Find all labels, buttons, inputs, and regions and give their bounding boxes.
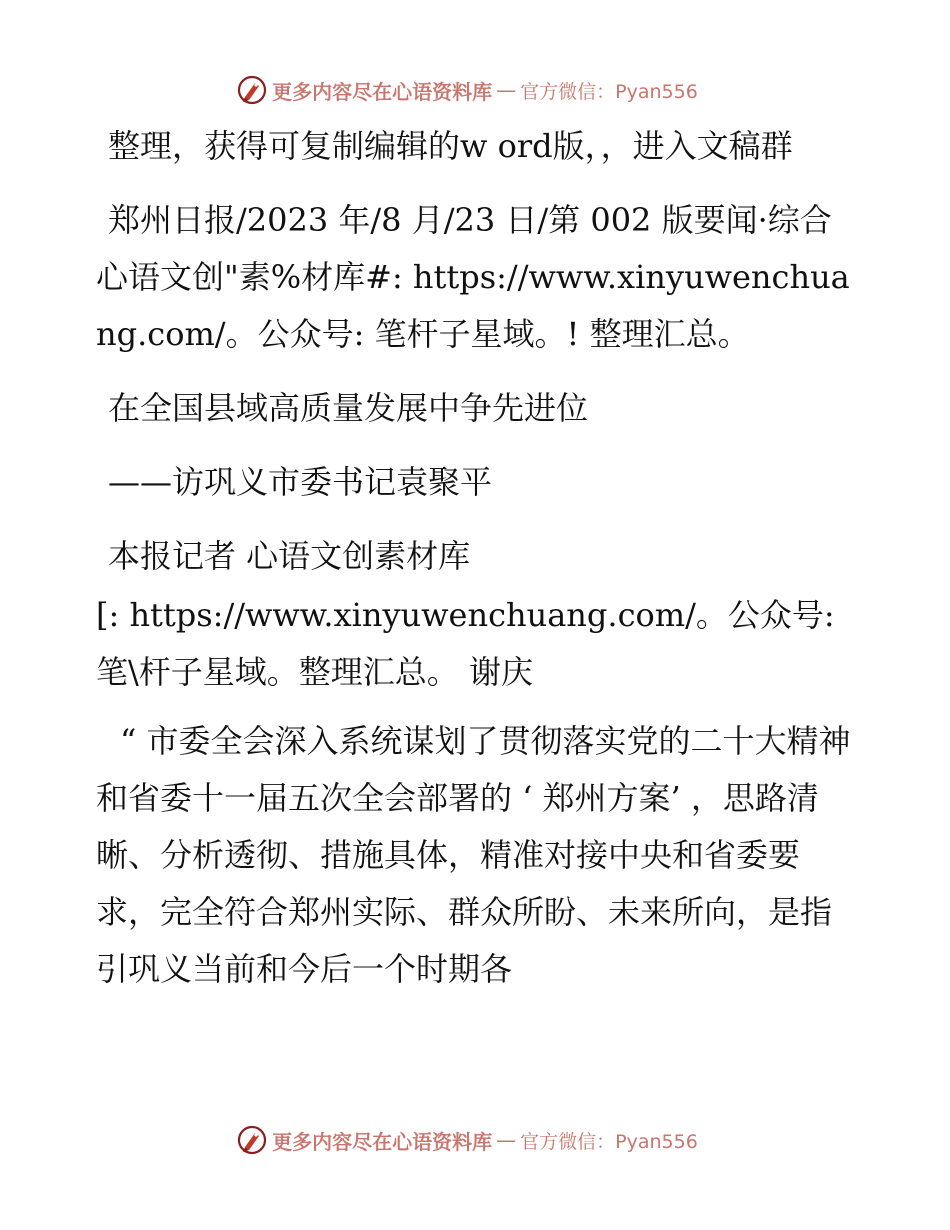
footer-banner-dash: —: [496, 1128, 517, 1152]
footer-banner-main-text: 更多内容尽在心语资料库: [272, 1129, 493, 1154]
footer-banner-content: [236, 1124, 698, 1156]
footer-banner: [0, 1120, 950, 1160]
paragraph-intro: 整理，获得可复制编辑的w ord版，，进入文稿群: [108, 127, 793, 165]
article-title: 在全国县域高质量发展中争先进位: [108, 389, 589, 427]
pen-nib-logo-icon: [236, 74, 268, 106]
document-body: [96, 118, 856, 998]
pen-nib-logo-icon: [236, 1124, 268, 1156]
header-banner-dash: —: [496, 78, 517, 102]
header-banner: [0, 70, 950, 110]
paragraph-body: “ 市委全会深入系统谋划了贯彻落实党的二十大精神和省委十一届五次全会部署的 ‘ 郑州方案’ ，思路清晰、分析透彻、措施具体，精准对接中央和省委要求，完全符合郑州实际、群众所盼、未来所向，是指引巩义当前和今后一个时期各: [96, 722, 851, 988]
footer-banner-sub-text: 官方微信：Pyan556: [520, 1130, 698, 1153]
header-banner-content: [236, 74, 698, 106]
paragraph-byline-continued: [: https://www.xinyuwenchuang.com/。公众号: 笔\杆子星域。整理汇总。 谢庆: [96, 596, 835, 691]
header-banner-main-text: 更多内容尽在心语资料库: [272, 79, 493, 104]
article-byline: 本报记者 心语文创素材库: [108, 537, 471, 575]
article-subtitle: ——访巩义市委书记袁聚平: [108, 463, 493, 501]
header-banner-sub-text: 官方微信：Pyan556: [520, 80, 698, 103]
paragraph-source: 郑州日报/2023 年/8 月/23 日/第 002 版要闻·综合心语文创"素%材库#: https://www.xinyuwenchuang.com/。公众号: 笔杆子星域。! 整理汇总。: [96, 201, 850, 353]
